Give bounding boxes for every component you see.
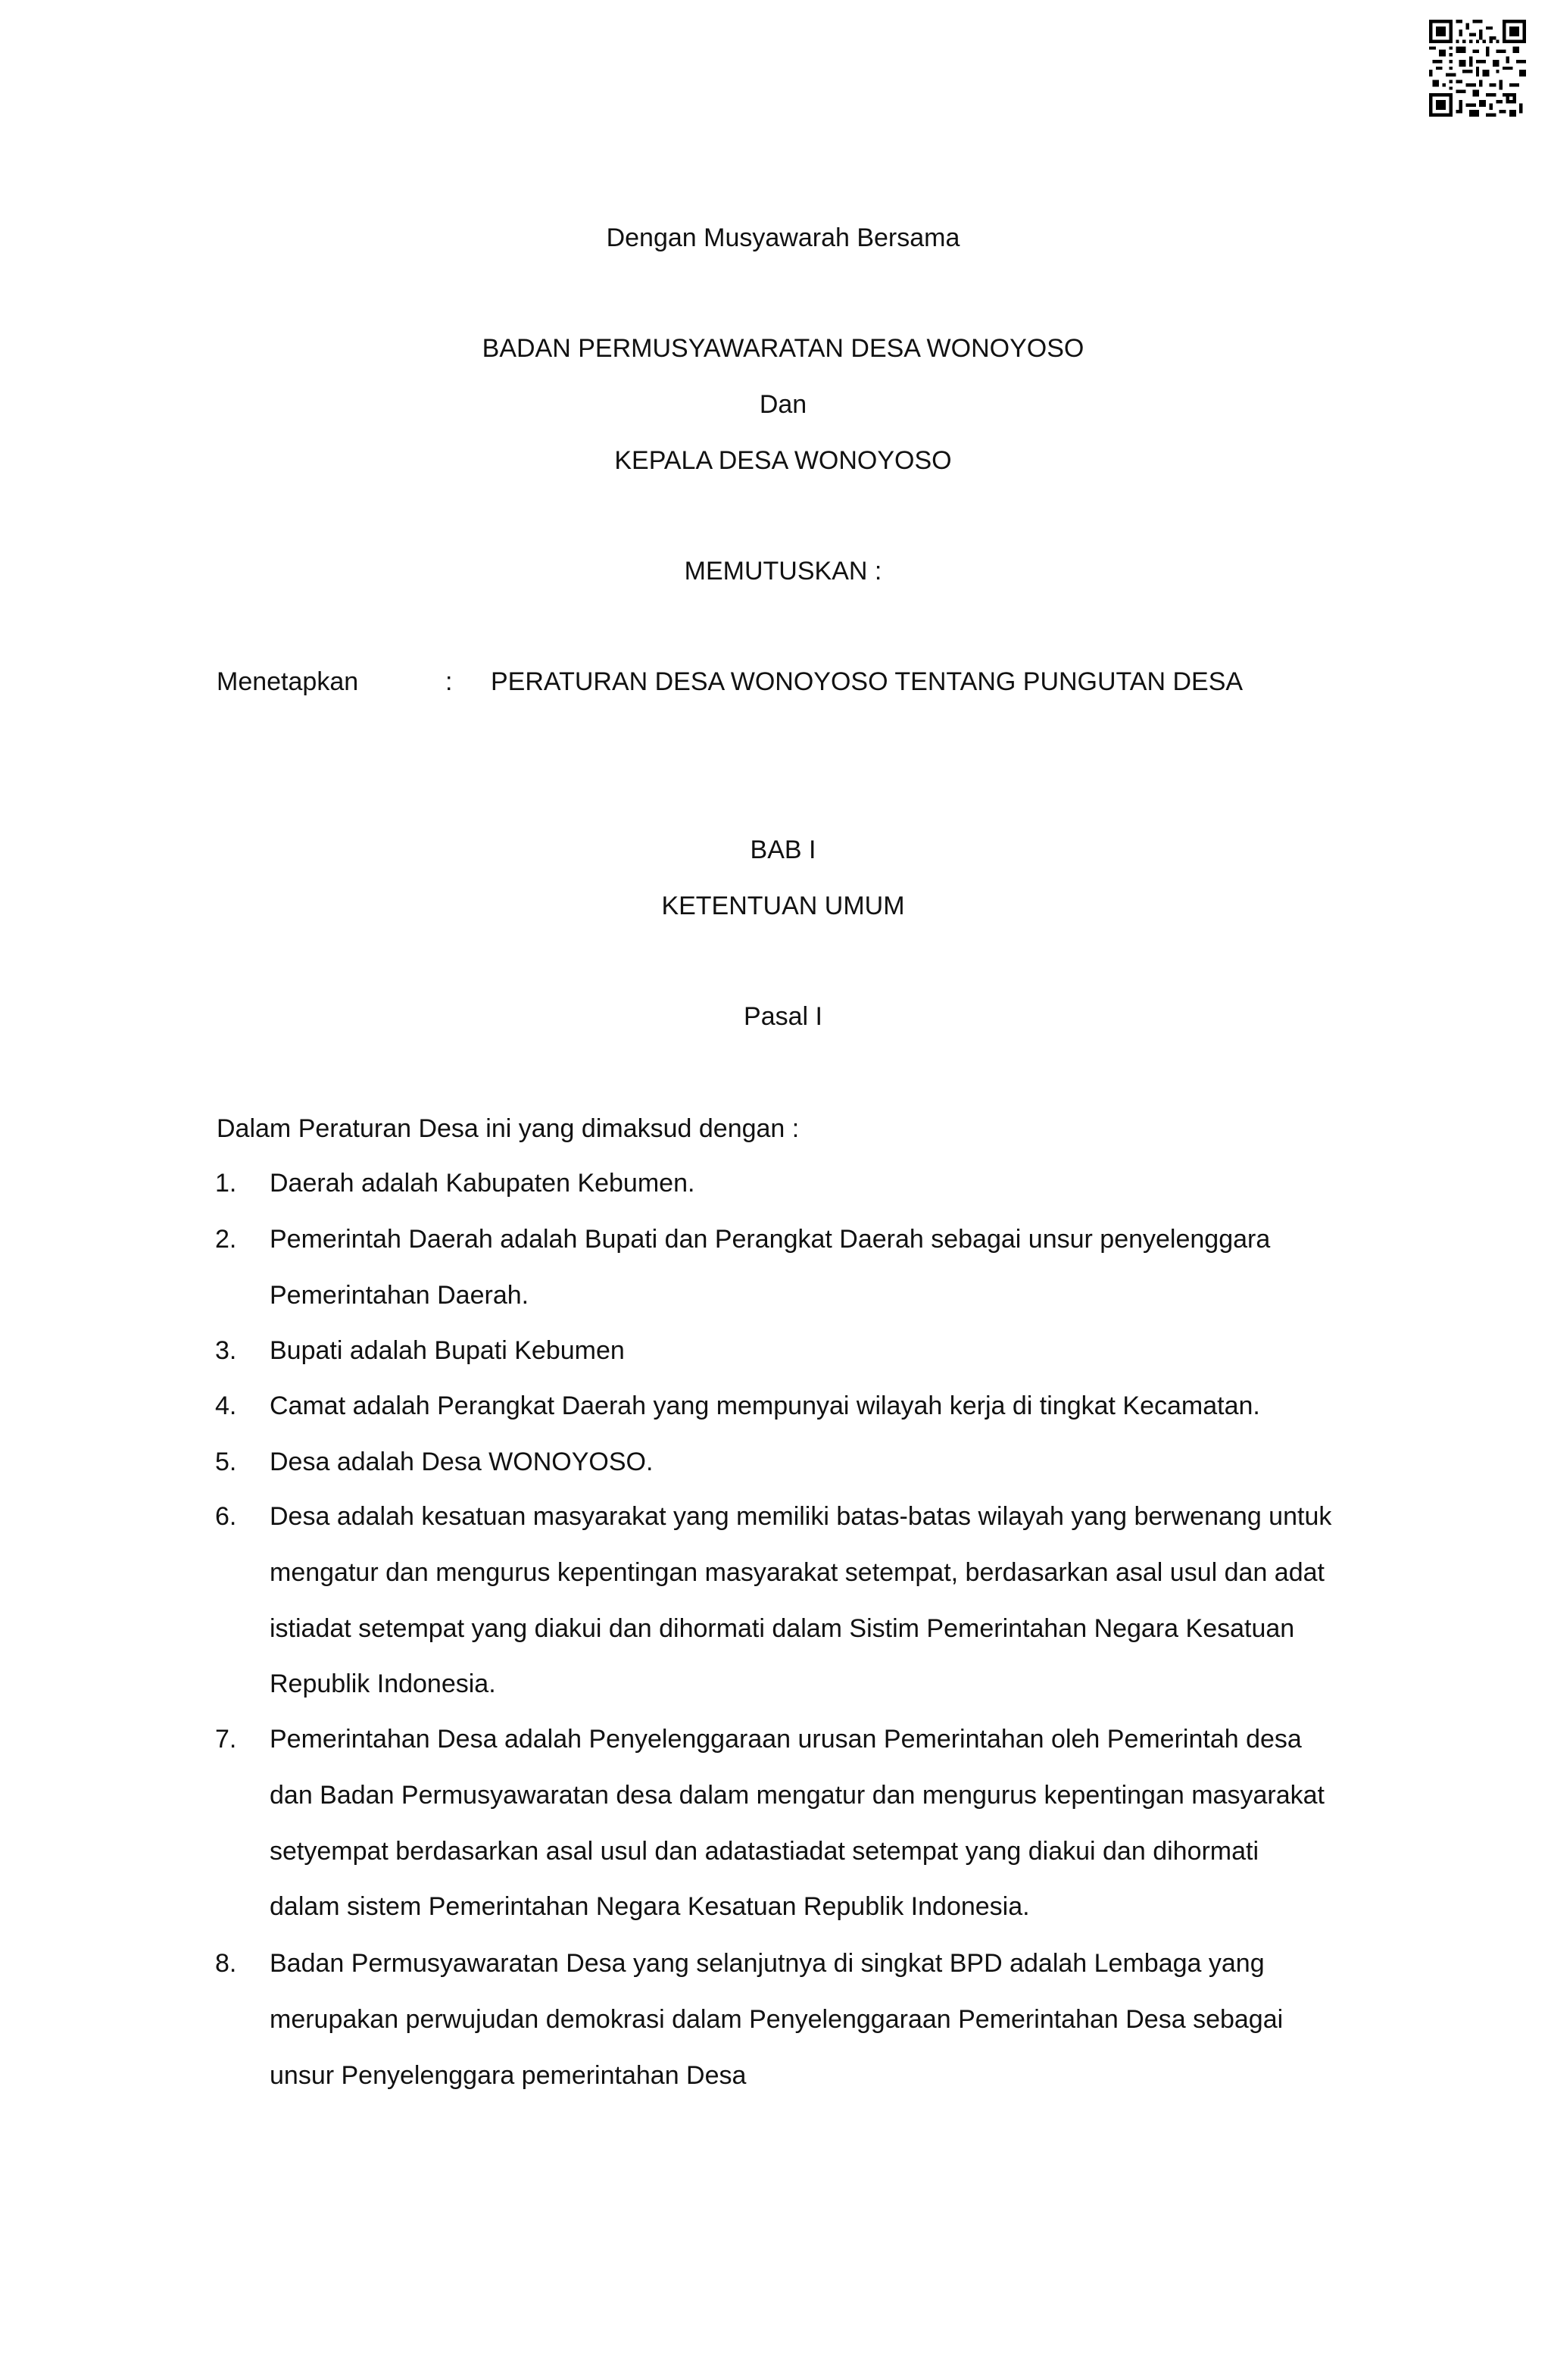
preamble-line: Dengan Musyawarah Bersama [606,223,960,252]
conjunction: Dan [759,390,807,419]
institution-title: BADAN PERMUSYAWARATAN DESA WONOYOSO [482,334,1084,363]
list-item-line: Desa adalah kesatuan masyarakat yang memiliki batas-batas wilayah yang berwenang untuk [270,1502,1332,1531]
enact-label: Menetapkan [217,667,359,696]
list-item-line: Pemerintah Daerah adalah Bupati dan Perangkat Daerah sebagai unsur penyelenggara [270,1225,1271,1254]
list-item-line: dan Badan Permusyawaratan desa dalam mengatur dan mengurus kepentingan masyarakat [270,1781,1325,1810]
list-item-line: Badan Permusyawaratan Desa yang selanjutnya di singkat BPD adalah Lembaga yang [270,1949,1265,1978]
list-item-number: 2. [215,1225,237,1254]
list-item-line: Republik Indonesia. [270,1669,496,1698]
list-item-line: Bupati adalah Bupati Kebumen [270,1336,625,1365]
list-item-line: Pemerintahan Desa adalah Penyelenggaraan urusan Pemerintahan oleh Pemerintah desa [270,1725,1302,1754]
list-item-number: 6. [215,1502,237,1531]
list-item-number: 5. [215,1448,237,1476]
list-item-line: Daerah adalah Kabupaten Kebumen. [270,1169,695,1198]
list-item-number: 4. [215,1391,237,1420]
village-head-title: KEPALA DESA WONOYOSO [614,446,952,475]
list-item-number: 7. [215,1725,237,1754]
qr-code-icon [1429,20,1526,117]
enact-colon: : [445,667,453,696]
list-item-line: mengatur dan mengurus kepentingan masyarakat setempat, berdasarkan asal usul dan adat [270,1558,1325,1587]
list-item-line: setyempat berdasarkan asal usul dan adatastiadat setempat yang diakui dan dihormati [270,1837,1259,1866]
definitions-intro: Dalam Peraturan Desa ini yang dimaksud dengan : [217,1114,800,1143]
chapter-title: KETENTUAN UMUM [661,892,905,920]
list-item-line: unsur Penyelenggara pemerintahan Desa [270,2061,747,2090]
article-heading: Pasal I [744,1002,822,1031]
list-item-line: istiadat setempat yang diakui dan dihormati dalam Sistim Pemerintahan Negara Kesatuan [270,1614,1295,1643]
enact-value: PERATURAN DESA WONOYOSO TENTANG PUNGUTAN DESA [491,667,1244,696]
list-item-number: 8. [215,1949,237,1978]
chapter-number: BAB I [750,835,816,864]
list-item-line: dalam sistem Pemerintahan Negara Kesatuan Republik Indonesia. [270,1892,1030,1921]
list-item-line: Camat adalah Perangkat Daerah yang mempunyai wilayah kerja di tingkat Kecamatan. [270,1391,1260,1420]
list-item-number: 3. [215,1336,237,1365]
list-item-line: Pemerintahan Daerah. [270,1281,529,1310]
decision-heading: MEMUTUSKAN : [684,557,882,586]
list-item-number: 1. [215,1169,237,1198]
list-item-line: merupakan perwujudan demokrasi dalam Penyelenggaraan Pemerintahan Desa sebagai [270,2005,1284,2034]
list-item-line: Desa adalah Desa WONOYOSO. [270,1448,654,1476]
